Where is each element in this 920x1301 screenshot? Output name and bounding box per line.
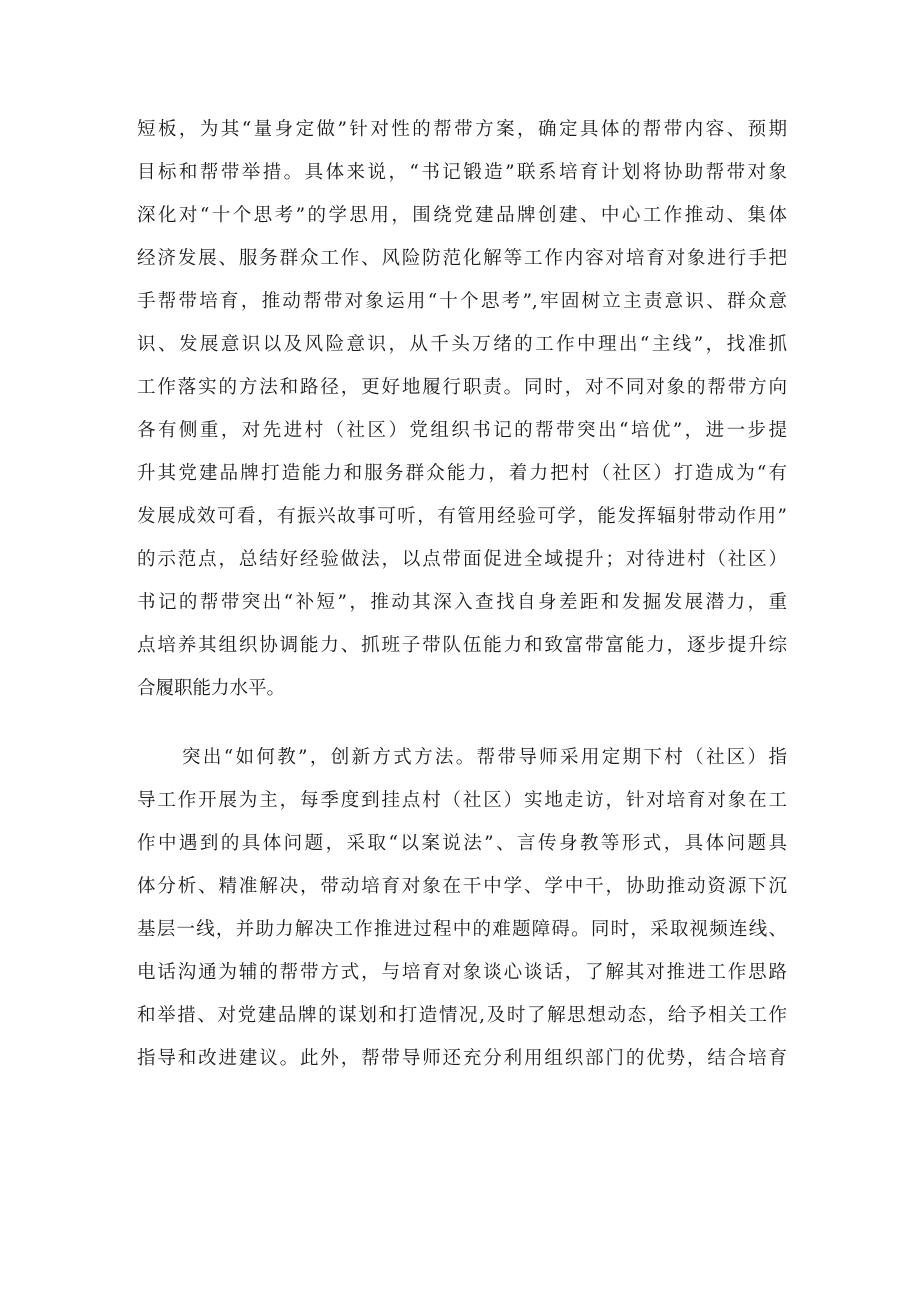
text-line: 短板，为其“量身定做”针对性的帮带方案，确定具体的帮带内容、预期 — [137, 119, 787, 140]
text-line: 体分析、精准解决，带动培育对象在干中学、学中干，协助推动资源下沉 — [137, 876, 787, 897]
text-line: 导工作开展为主，每季度到挂点村（社区）实地走访，针对培育对象在工 — [137, 790, 787, 811]
text-line: 的示范点，总结好经验做法，以点带面促进全域提升；对待进村（社区） — [137, 549, 787, 570]
text-line: 深化对“十个思考”的学思用，围绕党建品牌创建、中心工作推动、集体 — [137, 205, 787, 226]
text-line: 升其党建品牌打造能力和服务群众能力，着力把村（社区）打造成为“有 — [137, 463, 787, 484]
text-line: 点培养其组织协调能力、抓班子带队伍能力和致富带富能力，逐步提升综 — [137, 635, 787, 656]
text-line: 电话沟通为辅的帮带方式，与培育对象谈心谈话，了解其对推进工作思路 — [137, 962, 787, 983]
text-line: 书记的帮带突出“补短”，推动其深入查找自身差距和发掘发展潜力，重 — [137, 592, 787, 613]
text-line: 各有侧重，对先进村（社区）党组织书记的帮带突出“培优”，进一步提 — [137, 420, 787, 441]
text-line: 突出“如何教”，创新方式方法。帮带导师采用定期下村（社区）指 — [182, 747, 787, 768]
text-line: 识、发展意识以及风险意识，从千头万绪的工作中理出“主线”，找准抓 — [137, 334, 787, 355]
text-line: 合履职能力水平。 — [137, 678, 286, 699]
text-line: 指导和改进建议。此外，帮带导师还充分利用组织部门的优势，结合培育 — [137, 1048, 787, 1069]
text-line: 和举措、对党建品牌的谋划和打造情况,及时了解思想动态，给予相关工作 — [137, 1005, 787, 1026]
text-line: 作中遇到的具体问题，采取“以案说法”、言传身教等形式，具体问题具 — [137, 833, 787, 854]
text-line: 手帮带培育，推动帮带对象运用“十个思考”,牢固树立主责意识、群众意 — [137, 291, 787, 312]
text-line: 工作落实的方法和路径，更好地履行职责。同时，对不同对象的帮带方向 — [137, 377, 787, 398]
text-line: 经济发展、服务群众工作、风险防范化解等工作内容对培育对象进行手把 — [137, 248, 787, 269]
text-line: 基层一线，并助力解决工作推进过程中的难题障碍。同时，采取视频连线、 — [137, 919, 787, 940]
text-line: 发展成效可看，有振兴故事可听，有管用经验可学，能发挥辐射带动作用” — [137, 506, 787, 527]
text-line: 目标和帮带举措。具体来说，“书记锻造”联系培育计划将协助帮带对象 — [137, 162, 787, 183]
